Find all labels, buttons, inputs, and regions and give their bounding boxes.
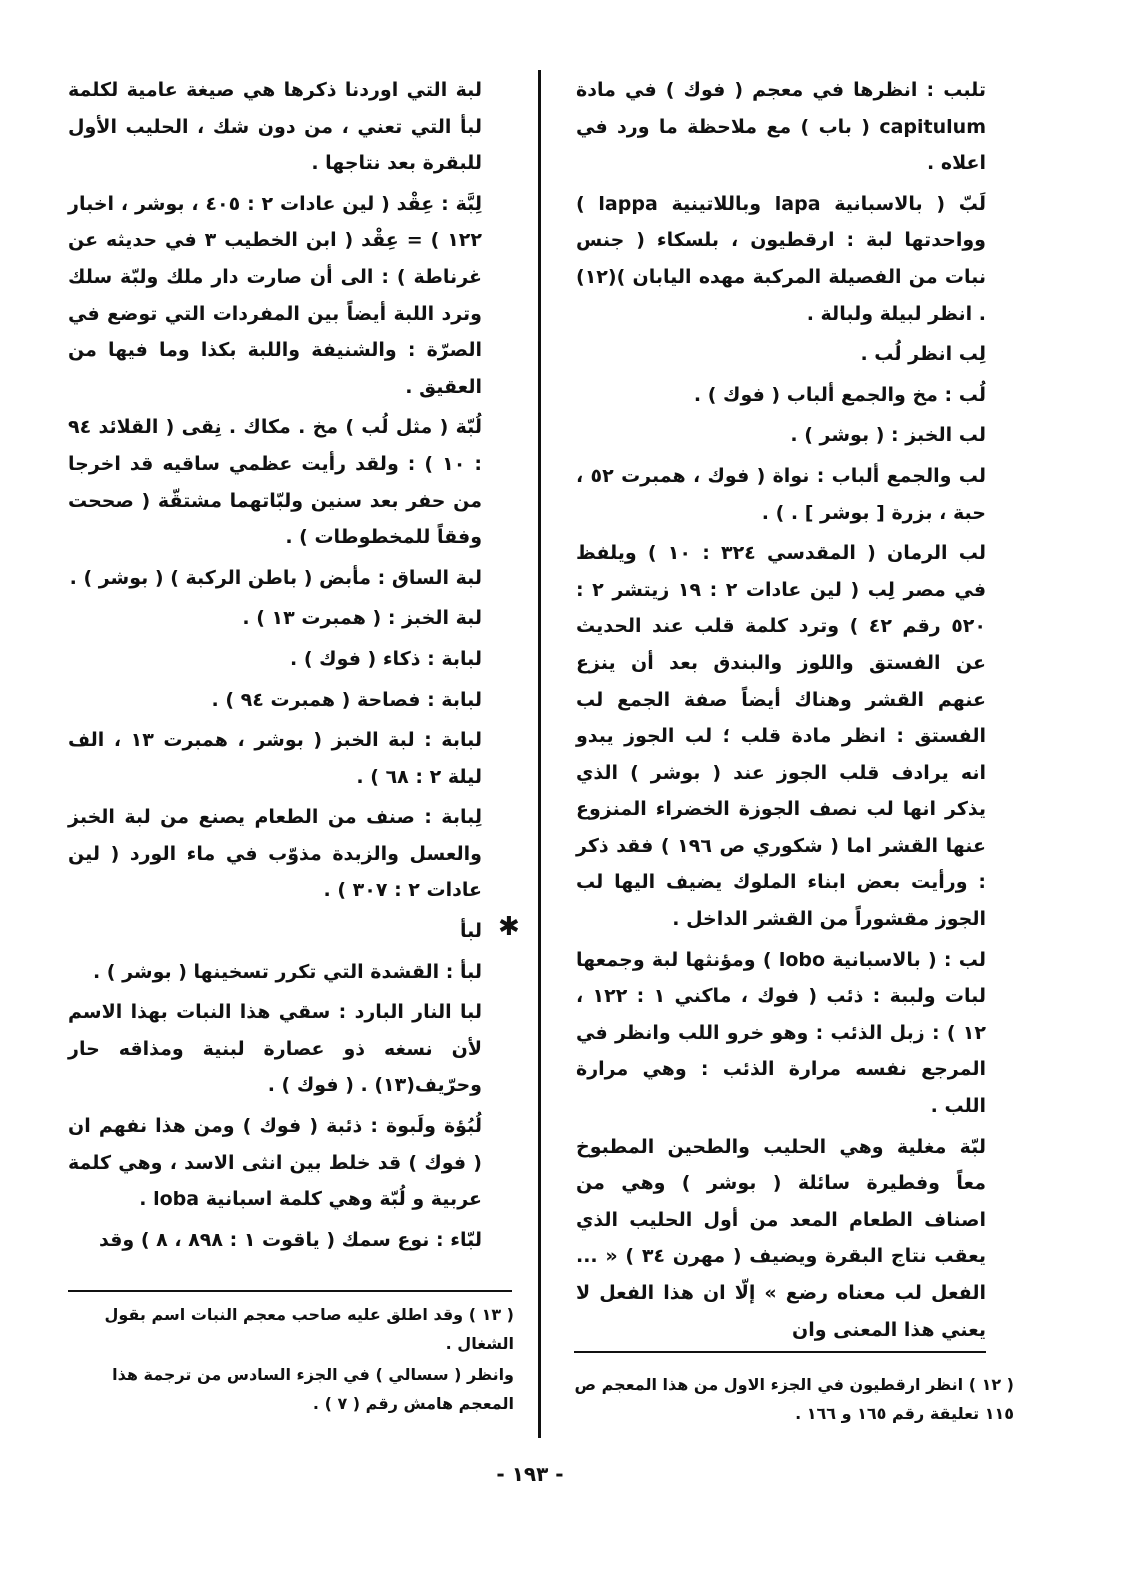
footnote-rule-left: [68, 1290, 512, 1292]
footnote-left: [68, 1300, 514, 1420]
entry-lubb-bread: لب الخبز : ( بوشر ) .: [790, 424, 986, 447]
entry-libba-necklace: لِبَّة : عِقْد ( لين عادات ٢ : ٤٠٥ ، بوشر ، اخبار ١٢٢ ) = عِقْد ( ابن الخطيب ٣ في حديثه عن غرناطة ) : الى أن صارت دار ملك ولبّة سلك وترد اللبة أيضاً بين المفردات التي توضع في الصرّة : والشنيفة واللبة بكذا وما فيها من العقيق .: [68, 192, 482, 398]
entry-lubaba-bread: لبابة : لبة الخبز ( بوشر ، همبرت ١٣ ، الف ليلة ٢ : ٦٨ ) .: [68, 729, 482, 788]
entry-lubba-leg: لبة الساق : مأبض ( باطن الركبة ) ( بوشر ) .: [69, 566, 482, 589]
entry-labba-fish: لبّاء : نوع سمك ( ياقوت ١ : ٨٩٨ ، ٨ ) وقد: [99, 1228, 482, 1251]
entry-libb: لِب انظر لُب .: [860, 343, 986, 366]
entry-lubba-bread: لبة الخبز : ( همبرت ١٣ ) .: [242, 607, 482, 630]
footnote-right: [574, 1370, 1014, 1430]
entry-laba-cream: لبأ : القشدة التي تكرر تسخينها ( بوشر ) .: [92, 960, 482, 983]
entry-talabbab: تلبب : انظرها في معجم ( فوك ) في مادة capitulum ( باب ) مع ملاحظة ما ورد في اعلاه .: [576, 79, 986, 175]
left-column: [68, 72, 482, 1262]
entry-lubua-she-wolf: لُبُؤة ولَبوة : ذئبة ( فوك ) ومن هذا نفهم ان ( فوك ) قد خلط بين انثى الاسد ، وهي كلمة عربية و لُبّة وهي كلمة اسبانية loba .: [68, 1115, 482, 1211]
entry-lubb-wolf: لب : ( بالاسبانية lobo ) ومؤنثها لبة وجمعها لبات ولببة : ذئب ( فوك ، ماكني ١ : ١٢٢ ، ١٢ ) : زبل الذئب : وهو خرو اللب وانظر في المرجع نفسه مرارة الذئب : وهي مرارة اللب .: [576, 948, 986, 1118]
entry-lubb: لُب : مخ والجمع ألباب ( فوك ) .: [693, 383, 986, 406]
section-heading-laba: لبأ: [459, 920, 482, 943]
entry-lubaba-intelligence: لبابة : ذكاء ( فوك ) .: [290, 647, 482, 670]
right-column: [576, 72, 986, 1352]
entry-lubaba-eloquence: لبابة : فصاحة ( همبرت ٩٤ ) .: [211, 688, 482, 711]
entry-lubb-pomegranate: لب الرمان ( المقدسي ٣٢٤ : ١٠ ) ويلفظ في مصر لِب ( لين عادات ٢ : ١٩ زيتشر ٢ : ٥٢٠ رقم ٤٢ ) وترد كلمة قلب عند الحديث عن الفستق واللوز والبندق بعد أن ينزع عنهم القشر وهناك أيضاً صفة الجمع لب الفستق : انظر مادة قلب ؛ لب الجوز يبدو انه يرادف قلب الجوز عند ( بوشر ) الذي يذكر انها لب نصف الجوزة الخضراء المنزوع عنها القشر اما ( شكوري ص ١٩٦ ) فقد ذكر : ورأيت بعض ابناء الملوك يضيف اليها لب الجوز مقشوراً من القشر الداخل .: [576, 542, 987, 931]
page-number: - ١٩٣ -: [496, 1462, 564, 1486]
entry-lubba-marrow: لُبّة ( مثل لُب ) مخ . مكاك . نِقى ( القلائد ٩٤ : ١٠ ) : ولقد رأيت عظمي ساقيه قد اخرجا من حفر بعد سنين ولبّاتهما مشتقّة ( صححت وفقاً للمخطوطات ) .: [68, 416, 482, 549]
entry-laba-cold-fire: لبا النار البارد : سقي هذا النبات بهذا الاسم لأن نسغه ذو عصارة لبنية ومذاقه حار وحرّيف(١٣) . ( فوك ) .: [68, 1001, 482, 1097]
footnote-13-see-also: وانظر ( سسالي ) في الجزء السادس من ترجمة هذا المعجم هامش رقم ( ٧ ) .: [112, 1365, 514, 1413]
footnote-12: ( ١٢ ) انظر ارقطيون في الجزء الاول من هذا المعجم ص ١١٥ تعليقة رقم ١٦٥ و ١٦٦ .: [574, 1375, 1014, 1423]
entry-lubba-boiled: لبّة مغلية وهي الحليب والطحين المطبوخ معاً وفطيرة سائلة ( بوشر ) وهي من اصناف الطعام المعد من أول الحليب الذي يعقب نتاج البقرة ويضيف ( مهرن ٣٤ ) « ... الفعل لب معناه رضع » إلّا ان هذا الفعل لا يعني هذا المعنى وان: [576, 1135, 986, 1341]
asterisk-icon: ✱: [498, 912, 520, 942]
footnote-13: ( ١٣ ) وقد اطلق عليه صاحب معجم النبات اسم بقول الشغال .: [104, 1305, 514, 1353]
entry-labb-plant: لَبّ ( بالاسبانية lapa وباللاتينية lappa ) وواحدتها لبة : ارقطيون ، بلسكاء ( جنس نبات من الفصيلة المركبة مهده اليابان )(١٢) . انظر لبيلة ولبالة .: [576, 192, 986, 325]
entry-lubb-kernel: لب والجمع ألباب : نواة ( فوك ، همبرت ٥٢ ، حبة ، بزرة [ بوشر ] . ) .: [576, 464, 986, 524]
footnote-rule-right: [574, 1351, 986, 1353]
entry-libaba-food: لِبابة : صنف من الطعام يصنع من لبة الخبز والعسل والزبدة مذوّب في ماء الورد ( لين عادات ٢ : ٣٠٧ ) .: [68, 806, 482, 902]
column-separator: [538, 70, 541, 1438]
entry-lubba-colloquial: لبة التي اوردنا ذكرها هي صيغة عامية لكلمة لبأ التي تعني ، من دون شك ، الحليب الأول للبقرة بعد نتاجها .: [68, 79, 482, 175]
